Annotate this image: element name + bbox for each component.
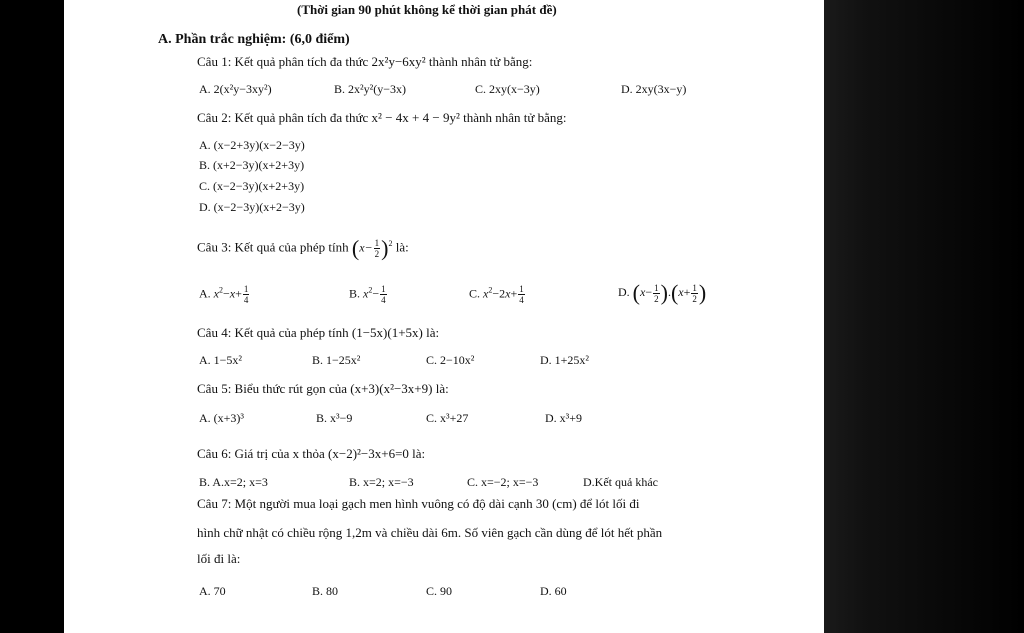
q7-option-c: C. 90 — [426, 584, 453, 598]
q1-option-c: C. 2xy(x−3y) — [475, 82, 540, 96]
q3-stem-suffix: là: — [395, 239, 409, 255]
q5-option-d: D. x³+9 — [545, 411, 583, 425]
q3-option-c-label: C. — [469, 286, 481, 301]
q2-option-c: C. (x−2−3y)(x+2+3y) — [199, 179, 305, 193]
question-1-stem: Câu 1: Kết quả phân tích đa thức 2x²y−6xy² thành nhân tử bằng: — [197, 54, 533, 69]
q3-option-d: D. (x− $\frac{1}{2}$ ).(x+ $\frac{1}{2}$ ) — [618, 280, 707, 305]
q3-option-b-label: B. — [349, 286, 361, 301]
time-note: (Thời gian 90 phút không kể thời gian phát đề) — [297, 2, 557, 17]
dark-margin — [824, 0, 1024, 633]
question-7-line-2: hình chữ nhật có chiều rộng 1,2m và chiều dài 6m. Số viên gạch cần dùng để lót hết phần — [197, 525, 663, 540]
q6-option-b: B. x=2; x=−3 — [349, 475, 414, 489]
question-3-stem: Câu 3: Kết quả của phép tính (x− $\frac{1}{2}$ )$^2$ là: — [197, 235, 409, 261]
q2-option-d: D. (x−2−3y)(x+2−3y) — [199, 200, 305, 214]
q5-option-c: C. x³+27 — [426, 411, 469, 425]
question-2-stem: Câu 2: Kết quả phân tích đa thức x² − 4x + 4 − 9y² thành nhân tử bằng: — [197, 110, 567, 125]
q1-option-a: A. 2(x²y−3xy²) — [199, 82, 272, 96]
q2-option-a: A. (x−2+3y)(x−2−3y) — [199, 138, 305, 152]
q1-option-b: B. 2x²y²(y−3x) — [334, 82, 406, 96]
q7-option-a: A. 70 — [199, 584, 226, 598]
q3-option-b: B. $x^2-$ $\frac{1}{4}$ — [349, 284, 386, 305]
q5-option-a: A. (x+3)³ — [199, 411, 245, 425]
question-6-stem: Câu 6: Giá trị của x thỏa (x−2)²−3x+6=0 là: — [197, 446, 426, 461]
q1-option-d: D. 2xy(3x−y) — [621, 82, 687, 96]
q6-option-d: D.Kết quả khác — [583, 475, 658, 489]
section-title: A. Phần trắc nghiệm: (6,0 điểm) — [158, 32, 350, 47]
q4-option-d: D. 1+25x² — [540, 353, 590, 367]
q3-option-d-label: D. — [618, 284, 630, 299]
q7-option-b: B. 80 — [312, 584, 339, 598]
question-7-line-3: lối đi là: — [197, 551, 241, 566]
q5-option-b: B. x³−9 — [316, 411, 353, 425]
question-4-stem: Câu 4: Kết quả của phép tính (1−5x)(1+5x) là: — [197, 325, 440, 340]
q4-option-b: B. 1−25x² — [312, 353, 361, 367]
q2-option-b: B. (x+2−3y)(x+2+3y) — [199, 158, 305, 172]
q4-option-a: A. 1−5x² — [199, 353, 243, 367]
q6-option-c: C. x=−2; x=−3 — [467, 475, 539, 489]
q3-option-a: A. $x^2-x+$ $\frac{1}{4}$ — [199, 284, 249, 305]
question-7-line-1: Câu 7: Một người mua loại gạch men hình vuông có độ dài cạnh 30 (cm) để lót lối đi — [197, 496, 640, 511]
q4-option-c: C. 2−10x² — [426, 353, 475, 367]
question-5-stem: Câu 5: Biểu thức rút gọn của (x+3)(x²−3x+9) là: — [197, 381, 449, 396]
q3-option-a-label: A. — [199, 286, 211, 301]
q3-stem-prefix: Câu 3: Kết quả của phép tính — [197, 239, 349, 255]
q7-option-d: D. 60 — [540, 584, 567, 598]
q6-option-a: B. A.x=2; x=3 — [199, 475, 268, 489]
q3-option-c: C. $x^2-2x+$ $\frac{1}{4}$ — [469, 284, 524, 305]
